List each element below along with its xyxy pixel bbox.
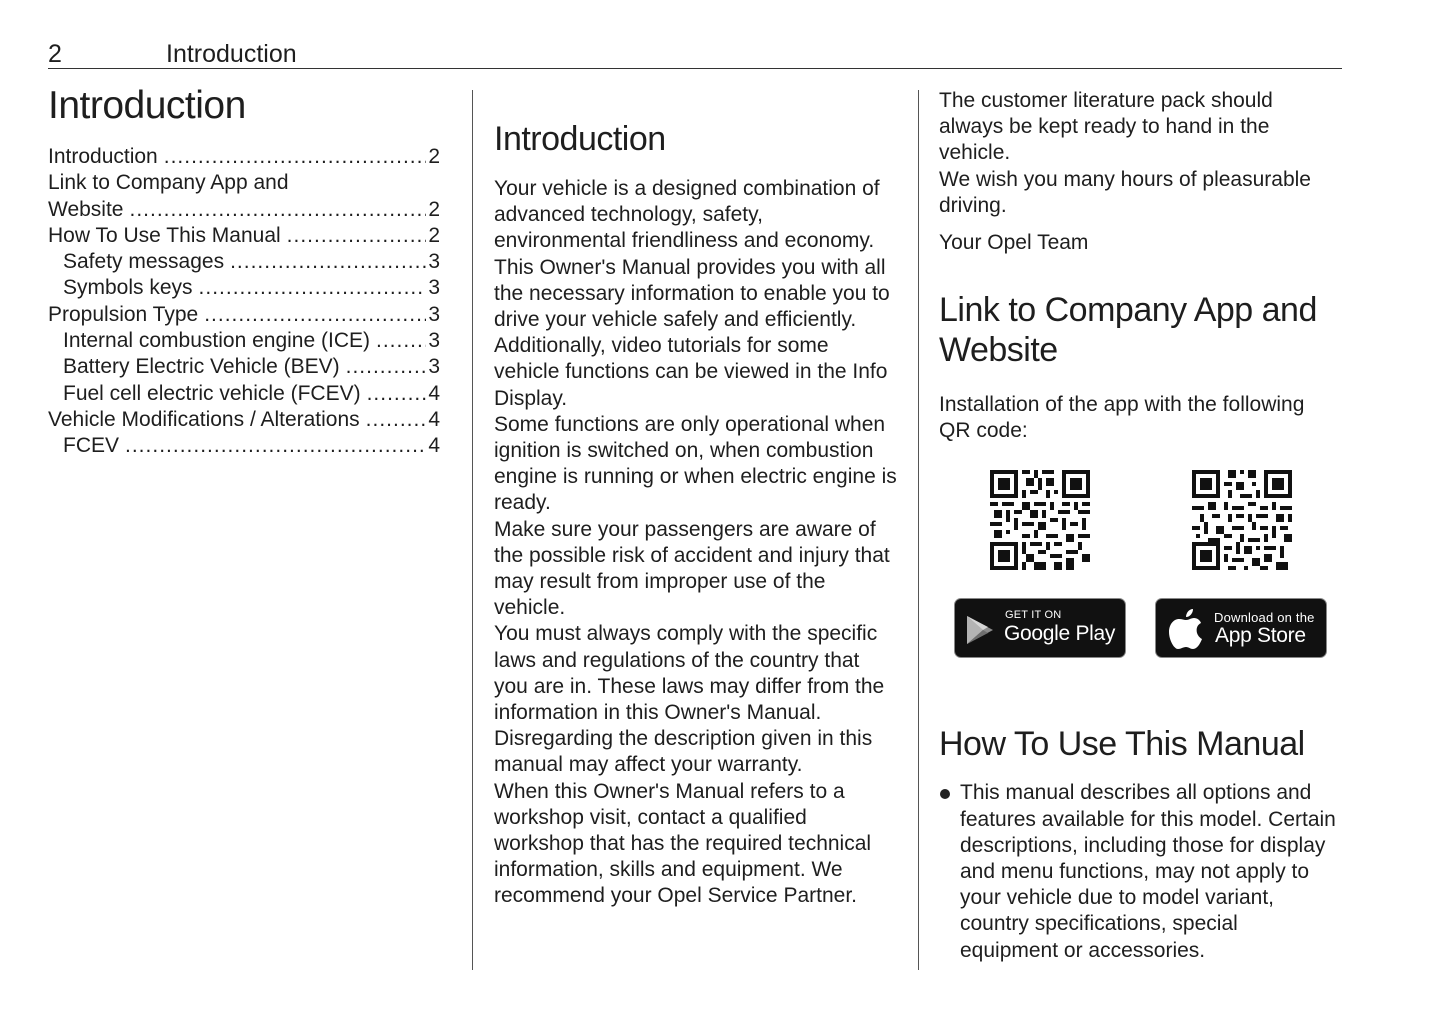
section-heading: Introduction — [494, 120, 666, 158]
google-play-big-text: Google Play — [1004, 622, 1116, 646]
bullet-text: This manual describes all options and features available for this model. Certain descriptions, including those for display and menu functions, may not apply to your vehicle due to model variant, country specifications, special equipment or accessories. — [960, 781, 1336, 962]
paragraph: Some functions are only operational when ignition is switched on, when combustion engine is running or when electric engine is ready. — [494, 412, 897, 515]
section-heading: Link to Company App and Website — [939, 291, 1317, 370]
signoff: Your Opel Team — [939, 231, 1089, 255]
toc-entry[interactable]: Internal combustion engine (ICE) ..... 3 — [48, 328, 440, 354]
google-play-icon — [964, 614, 996, 646]
app-store-small-text: Download on the — [1214, 610, 1315, 626]
right-column — [939, 88, 1339, 964]
toc-entry[interactable]: Fuel cell electric vehicle (FCEV) ..... 4 — [48, 381, 440, 407]
paragraph: Installation of the app with the following QR code: — [939, 393, 1305, 443]
paragraph: Your vehicle is a designed combination of advanced technology, safety, environmental friendliness and economy. — [494, 177, 880, 253]
toc-entry[interactable]: Symbols keys ..... 3 — [48, 275, 440, 301]
toc-entry[interactable]: Battery Electric Vehicle (BEV) ..... 3 — [48, 354, 440, 380]
chapter-contents-column — [48, 84, 440, 460]
toc-entry[interactable]: Website ..... 2 — [48, 197, 440, 223]
google-play-small-text: GET IT ON — [1005, 609, 1062, 622]
bullet-icon — [940, 789, 950, 799]
qr-code-row — [939, 470, 1339, 580]
toc-entry[interactable]: FCEV ..... 4 — [48, 433, 440, 459]
paragraph: Make sure your passengers are aware of the possible risk of accident and injury that may result from improper use of the vehicle. — [494, 517, 890, 620]
toc-entry[interactable]: Introduction ..... 2 — [48, 144, 440, 170]
qr-code-google-play[interactable] — [990, 470, 1090, 570]
toc-entry[interactable]: Vehicle Modifications / Alterations ..... 4 — [48, 407, 440, 433]
paragraph: Additionally, video tutorials for some vehicle functions can be viewed in the Info Display. — [494, 334, 888, 410]
introduction-section — [494, 120, 899, 910]
toc-entry[interactable]: How To Use This Manual ..... 2 — [48, 223, 440, 249]
paragraph: When this Owner's Manual refers to a workshop visit, contact a qualified workshop that has the required technical information, skills and equipment. We recommend your Opel Service Partner. — [494, 779, 872, 908]
apple-icon — [1166, 607, 1206, 651]
table-of-contents — [48, 144, 440, 460]
paragraph: The customer literature pack should always be kept ready to hand in the vehicle. — [939, 89, 1273, 165]
paragraph: You must always comply with the specific laws and regulations of the country that you are in. These laws may differ from the information in this Owner's Manual. — [494, 622, 885, 725]
bullet-item — [939, 780, 1339, 963]
column-divider — [472, 90, 473, 970]
app-store-badge[interactable] — [1155, 598, 1327, 658]
section-heading: How To Use This Manual — [939, 725, 1305, 764]
qr-code-app-store[interactable] — [1192, 470, 1292, 570]
page-number: 2 — [48, 40, 62, 68]
google-play-badge[interactable] — [954, 598, 1126, 658]
toc-entry[interactable]: Propulsion Type ..... 3 — [48, 302, 440, 328]
paragraph: This Owner's Manual provides you with all the necessary information to enable you to drive your vehicle safely and efficiently. — [494, 255, 890, 332]
chapter-title: Introduction — [48, 84, 246, 127]
toc-entry[interactable]: Safety messages ..... 3 — [48, 249, 440, 275]
running-header — [48, 38, 1342, 69]
running-section-title: Introduction — [166, 40, 297, 68]
app-badge-row — [939, 598, 1339, 660]
paragraph: Disregarding the description given in this manual may affect your warranty. — [494, 727, 873, 777]
app-store-big-text: App Store — [1215, 624, 1306, 648]
paragraph: We wish you many hours of pleasurable driving. — [939, 167, 1311, 217]
toc-entry[interactable]: Link to Company App and — [48, 171, 289, 195]
column-divider — [918, 90, 919, 970]
